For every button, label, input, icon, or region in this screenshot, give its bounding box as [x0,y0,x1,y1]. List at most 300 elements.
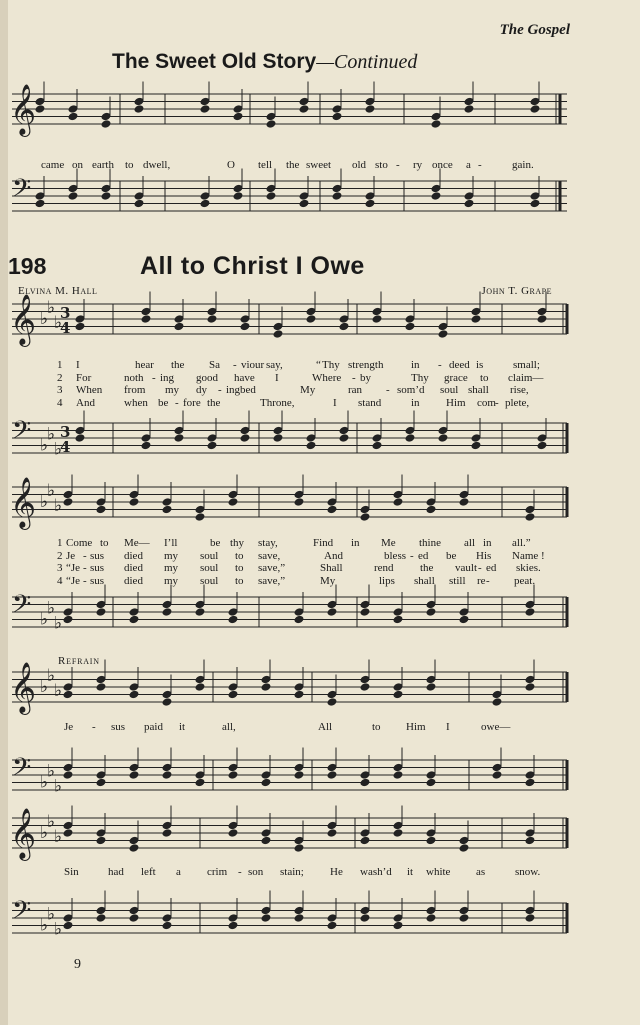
note-head [240,322,251,332]
lyric-syllable: Shall [320,562,343,575]
lyric-syllable: My [320,574,336,587]
note-head [75,322,86,332]
note-head [327,770,338,780]
note-head [63,615,74,625]
flat-icon: ♭ [54,826,63,847]
lyric-syllable: ed [418,549,429,562]
lyric-syllable: gain. [512,159,534,171]
lyric-syllable: Je [64,721,74,733]
lyric-syllable: Sin [64,866,79,878]
lyric-syllable: rend [374,562,394,575]
note-head [233,191,244,201]
note-head [129,913,140,923]
note-head [261,682,272,692]
verse-number: 2 [57,371,63,384]
note-head [294,770,305,780]
note-head [63,828,74,838]
note-head [492,770,503,780]
lyric-syllable: my [164,574,179,587]
lyric-syllable: - [438,359,442,371]
verse-number: 2 [57,549,63,562]
note-head [174,322,185,332]
time-signature: 3 [60,423,71,441]
lyric-syllable: - [83,562,87,575]
lyric-syllable: Throne, [260,396,295,409]
lyric-syllable: died [124,549,143,562]
lyric-syllable: claim— [508,371,544,384]
lyric-syllable: sus [90,549,105,562]
lyric-syllable: som’d [397,384,425,397]
lyric-syllable: to [235,549,244,562]
note-head [174,433,185,443]
refrain-lyric-line-1 [0,721,640,735]
lyric-syllable: on [72,159,83,171]
bass-clef-icon: 𝄢 [12,590,32,625]
verse-number: 1 [57,537,63,549]
lyric-syllable: “Je [66,574,81,587]
note-head [299,199,310,209]
lyric-syllable: - [495,396,499,409]
lyric-syllable: left [141,866,156,878]
note-head [360,607,371,617]
note-head [471,314,482,324]
lyric-syllable: I [333,396,337,409]
lyric-syllable: white [426,866,451,878]
verse-number: 3 [57,384,63,397]
note-head [294,615,305,625]
lyric-syllable: thy [230,537,245,549]
note-head [438,329,449,339]
lyric-syllable: Him [406,721,426,733]
lyric-syllable: And [324,549,343,562]
note-head [96,836,107,846]
lyric-syllable: bless [384,549,406,562]
lyric-syllable: Je [66,549,76,562]
bass-clef-icon: 𝄢 [12,416,32,451]
verse-number: 4 [57,574,63,587]
time-signature: 3 [60,304,71,322]
lyric-syllable: rise, [510,384,529,397]
note-head [464,104,475,114]
note-head [360,778,371,788]
bass-staff [0,582,640,642]
note-head [273,433,284,443]
lyric-syllable: snow. [515,866,541,878]
lyric-syllable: - [233,359,237,371]
note-head [530,104,541,114]
note-head [96,607,107,617]
lyric-syllable: For [76,371,92,384]
verse-number: 1 [57,359,63,371]
lyric-syllable: peat. [514,574,536,587]
lyric-syllable: to [100,537,109,549]
flat-icon: ♭ [40,492,49,512]
lyric-syllable: thine [419,537,441,549]
treble-staff [0,803,640,863]
lyric-syllable: ry [413,159,423,171]
lyric-syllable: re [477,574,486,587]
continued-suffix: Continued [334,51,418,73]
lyric-syllable: save, [258,549,281,562]
lyric-syllable: hear [135,359,154,371]
flat-icon: ♭ [54,919,63,940]
note-head [405,322,416,332]
note-head [266,119,277,129]
lyric-syllable: soul [200,562,219,575]
refrain-label: Refrain [58,655,100,667]
note-head [464,199,475,209]
section-header: The Gospel [499,22,570,38]
treble-staff [0,289,640,349]
treble-staff [0,657,640,717]
lyric-syllable: sto [375,159,388,171]
flat-icon: ♭ [40,823,49,843]
lyric-syllable: small; [513,359,540,371]
lyric-syllable: say, [266,359,283,371]
lyric-syllable: still [449,574,466,587]
note-head [134,104,145,114]
lyric-syllable: noth [124,371,144,384]
bass-staff [0,745,640,805]
note-head [306,314,317,324]
note-head [360,682,371,692]
lyric-syllable: - [218,384,222,397]
lyric-syllable: be [446,549,457,562]
note-head [129,497,140,507]
treble-staff [0,472,640,532]
note-head [141,441,152,451]
lyric-syllable: old [352,159,367,171]
note-head [129,690,140,700]
note-head [393,497,404,507]
hymn-author: Elvina M. Hall [18,285,98,297]
note-head [426,778,437,788]
lyric-syllable: ing [160,371,175,384]
note-head [365,104,376,114]
lyric-syllable: - [478,562,482,575]
bass-clef-icon: 𝄢 [12,896,32,931]
lyric-syllable: earth [92,159,114,171]
lyric-syllable: deed [449,359,470,371]
lyric-syllable: in [411,396,420,409]
lyric-syllable: Thy [411,371,429,384]
note-head [68,112,79,122]
note-head [63,690,74,700]
lyric-syllable: sus [90,574,105,587]
lyric-syllable: - [83,574,87,587]
note-head [162,697,173,707]
lyric-syllable: - [238,866,242,878]
note-head [426,913,437,923]
note-head [426,505,437,515]
lyric-syllable: vault [455,562,477,575]
lyric-syllable: it [407,866,414,878]
note-head [162,770,173,780]
lyric-syllable: - [478,159,482,171]
note-head [525,836,536,846]
lyric-syllable: in [483,537,492,549]
note-head [365,199,376,209]
flat-icon: ♭ [47,665,56,686]
note-head [372,441,383,451]
lyric-syllable: I [275,371,279,384]
note-head [228,690,239,700]
lyric-syllable: soul [200,549,219,562]
note-head [266,191,277,201]
lyric-syllable: to [235,574,244,587]
lyric-syllable: fore [183,396,201,409]
hymn-composer: John T. Grape [481,285,552,297]
treble-clef-icon: 𝄞 [10,662,37,713]
note-head [327,607,338,617]
continued-title [112,50,417,74]
note-head [228,615,239,625]
lyric-syllable: sweet [306,159,332,171]
note-head [393,690,404,700]
lyric-syllable: be [210,537,221,549]
lyric-syllable: Name ! [512,549,545,562]
bass-staff [0,888,640,948]
note-head [459,497,470,507]
flat-icon: ♭ [47,598,56,619]
lyric-syllable: to [125,159,134,171]
lyric-syllable: O [227,159,235,171]
lyric-syllable: soul [440,384,459,397]
treble-staff [0,79,640,139]
lyric-syllable: good [196,371,218,384]
flat-icon: ♭ [47,761,56,782]
verse-number: 4 [57,396,63,409]
treble-clef-icon: 𝄞 [10,808,37,859]
hymn-title: All to Christ I Owe [140,252,365,280]
lyric-syllable: crim [207,866,228,878]
bass-staff [0,166,640,226]
note-head [393,828,404,838]
note-head [195,512,206,522]
note-head [299,104,310,114]
note-head [360,836,371,846]
lyric-syllable: My [300,384,316,397]
lyric-syllable: died [124,574,143,587]
continued-dash: — [316,51,335,73]
note-head [195,607,206,617]
lyric-syllable: - [352,371,356,384]
bass-clef-icon: 𝄢 [12,753,32,788]
lyric-syllable: - [486,574,490,587]
lyric-syllable: When [76,384,103,397]
lyric-syllable: all [464,537,475,549]
lyric-syllable: All [318,721,333,733]
note-head [471,441,482,451]
lyric-syllable: “Je [66,562,81,575]
note-head [96,913,107,923]
note-head [426,682,437,692]
lyric-syllable: came [41,159,65,171]
lyric-syllable: I [446,721,450,733]
flat-icon: ♭ [40,609,49,630]
note-head [162,607,173,617]
lyric-syllable: I’ll [164,537,178,549]
lyric-syllable: skies. [516,562,541,575]
lyric-syllable: - [152,371,156,384]
flat-icon: ♭ [47,904,56,925]
lyric-syllable: Where [312,371,342,384]
note-head [393,615,404,625]
lyric-syllable: save,” [258,574,286,587]
lyric-syllable: - [396,159,400,171]
bass-clef-icon: 𝄢 [12,174,32,209]
note-head [294,913,305,923]
note-head [431,119,442,129]
note-head [327,921,338,931]
time-signature: 4 [60,319,71,337]
lyric-syllable: to [235,562,244,575]
lyric-syllable: as [476,866,486,878]
note-head [372,314,383,324]
lyric-syllable: Come [66,537,93,549]
note-head [228,828,239,838]
note-head [492,697,503,707]
note-head [438,433,449,443]
continued-title-text: The Sweet Old Story [112,50,317,73]
note-head [306,441,317,451]
lyric-syllable: in [411,359,420,371]
lyric-syllable: plete, [505,396,530,409]
lyric-syllable: soul [200,574,219,587]
note-head [525,913,536,923]
note-head [525,512,536,522]
flat-icon: ♭ [40,435,49,456]
flat-icon: ♭ [54,439,63,460]
note-head [426,836,437,846]
lyric-syllable: Thy [322,359,340,371]
note-head [75,433,86,443]
lyric-syllable: - [386,384,390,397]
lyric-syllable: sus [90,562,105,575]
lyric-syllable: Me [381,537,396,549]
note-head [273,329,284,339]
note-head [261,778,272,788]
note-head [162,505,173,515]
note-head [405,433,416,443]
lyric-syllable: grace [444,371,468,384]
lyric-syllable: all, [222,721,236,733]
note-head [525,607,536,617]
note-head [162,828,173,838]
flat-icon: ♭ [47,424,56,445]
flat-icon: ♭ [54,495,63,516]
treble-clef-icon: 𝄞 [10,477,37,528]
note-head [327,505,338,515]
lyric-syllable: have [234,371,255,384]
lyric-syllable: to [372,721,381,733]
lyric-syllable: Him [446,396,466,409]
lyric-syllable: ran [348,384,363,397]
note-head [228,921,239,931]
note-head [261,836,272,846]
note-head [525,682,536,692]
lyric-syllable: Me— [124,537,150,549]
note-head [200,199,211,209]
note-head [101,191,112,201]
note-head [360,913,371,923]
flat-icon: ♭ [54,776,63,797]
lyric-syllable: stay, [258,537,278,549]
lyric-syllable: Sa [209,359,220,371]
note-head [240,433,251,443]
note-head [360,512,371,522]
lyric-syllable: sus [111,721,126,733]
note-head [294,843,305,853]
lyric-syllable: the [420,562,434,575]
page-number: 9 [74,957,81,972]
note-head [459,913,470,923]
lyric-syllable: com [477,396,496,409]
note-head [228,770,239,780]
lyric-syllable: a [466,159,471,171]
lyric-syllable: - [410,549,414,562]
flat-icon: ♭ [40,309,49,329]
note-head [162,921,173,931]
lyric-syllable: in [351,537,360,549]
note-head [195,778,206,788]
treble-clef-icon: 𝄞 [10,294,37,345]
note-head [530,199,541,209]
note-head [332,112,343,122]
lyric-syllable: shall [468,384,489,397]
note-head [35,199,46,209]
note-head [134,199,145,209]
time-signature: 4 [60,438,71,456]
lyric-syllable: the [286,159,300,171]
lyric-syllable: my [164,549,179,562]
flat-icon: ♭ [54,312,63,333]
note-head [63,921,74,931]
lyric-syllable: son [248,866,264,878]
lyric-syllable: stand [358,396,382,409]
lyric-syllable: stain; [280,866,304,878]
note-head [294,497,305,507]
lyric-syllable: wash’d [360,866,392,878]
flat-icon: ♭ [54,613,63,634]
note-head [195,682,206,692]
lyric-syllable: bed [240,384,256,397]
note-head [294,690,305,700]
note-head [228,497,239,507]
note-head [35,104,46,114]
note-head [393,921,404,931]
bass-staff [0,408,640,468]
lyric-syllable: when [124,396,148,409]
lyric-syllable: it [179,721,186,733]
lyric-syllable: ed [486,562,497,575]
note-head [96,778,107,788]
lyric-syllable: - [83,549,87,562]
refrain-lyric-line-2 [0,866,640,880]
lyric-syllable: His [476,549,492,562]
lyric-syllable: Find [313,537,334,549]
lyric-syllable: the [171,359,185,371]
note-head [525,778,536,788]
lyric-syllable: all.” [512,537,531,549]
lyric-syllable: paid [144,721,163,733]
lyric-syllable: my [164,562,179,575]
note-head [207,314,218,324]
lyric-syllable: be [158,396,169,409]
verse-number: 3 [57,562,63,575]
lyric-syllable: died [124,562,143,575]
flat-icon: ♭ [47,480,56,501]
